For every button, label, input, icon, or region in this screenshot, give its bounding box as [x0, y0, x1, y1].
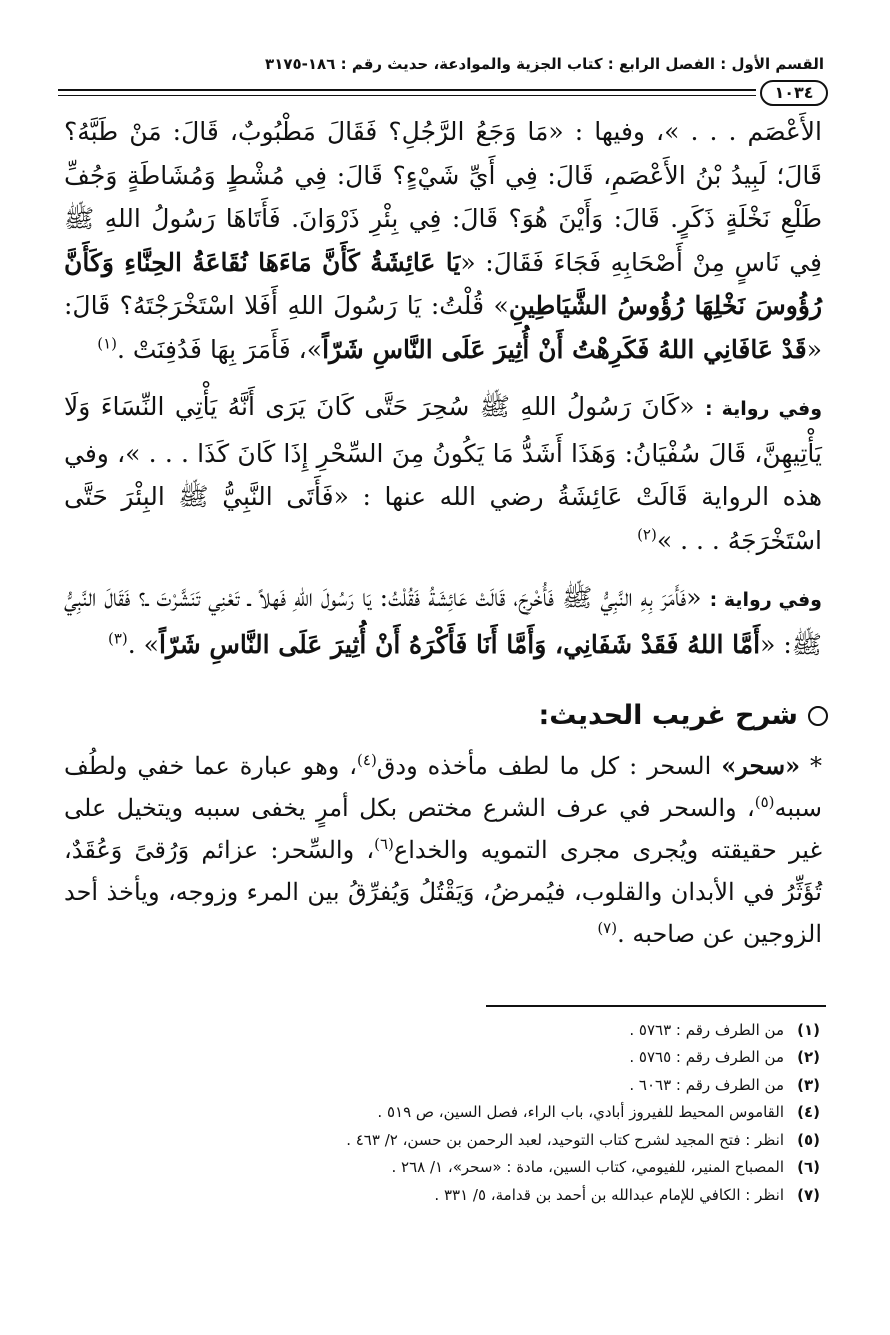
- section-heading: [58, 700, 828, 731]
- footnote-item: [58, 1044, 820, 1072]
- header-rule: [58, 80, 828, 110]
- footnote-number: (٢): [797, 1048, 820, 1066]
- footnote-item: [58, 1072, 820, 1100]
- footnote-number: (٣): [797, 1075, 820, 1094]
- hadith-quote-bold: يَا عَائِشَةُ كَأَنَّ مَاءَهَا نُقَاعَةُ الحِنَّاءِ وَكَأَنَّ رُؤُوسَ نَخْلِهَا رُؤُوسُ الشَّيَاطِينِ: [64, 247, 823, 320]
- footnote-text: من الطرف رقم : ٥٧٦٥ .: [629, 1048, 784, 1066]
- hadith-quote-bold: أَمَّا اللهُ فَقَدْ شَفَانِي، وَأَمَّا أَنَا فَأَكْرَهُ أَنْ أُثِيرَ عَلَى النَّاسِ شَرّاً: [158, 629, 761, 659]
- footnote-number: (٧): [797, 1185, 820, 1204]
- hadith-text: «فَأَمَرَ بِهِ النَّبِيُّ ﷺ فَأُخْرِجَ، قَالَتْ عَائِشَةُ فَقُلْتُ: يَا رَسُولَ اللهِ فَهلاً ـ تَعْنِي تَنَشَّرْتَ ـ؟ فَقَالَ النَّبِيُّ ﷺ: «: [64, 583, 822, 659]
- book-page: [58, 52, 828, 1209]
- explanation-text: ، وهو عبارة عما خفي ولطُف سببه: [64, 752, 822, 822]
- star-bullet: *: [810, 752, 822, 780]
- footnote-item: [58, 1182, 820, 1210]
- footnote-ref: (٥): [754, 793, 775, 811]
- footnote-number: (٥): [797, 1130, 820, 1149]
- circle-bullet-icon: [808, 706, 828, 726]
- header-rule-line-thin: [58, 95, 756, 96]
- footnote-item: [58, 1017, 820, 1045]
- footnote-item: [58, 1099, 820, 1127]
- footnote-number: (٤): [797, 1103, 820, 1121]
- explanation-text: ، والسحر في عرف الشرع مختص بكل أمرٍ يخفى سببه ويتخيل على غير حقيقته ويُجرى مجرى التمويه والخداع: [64, 794, 822, 864]
- page-number-badge: ١٠٣٤: [760, 80, 828, 106]
- explanation-text: ، والسِّحر: عزائم وَرُقىً وَعُقَدٌ، تُؤَثِّرُ في الأبدان والقلوب، فيُمرضُ، وَيَقْتُلُ وَيُفرِّقُ بين المرء وزوجه، ويأخذ أحد الزوجين عن صاحبه .: [64, 836, 822, 948]
- running-header: [58, 52, 828, 76]
- footnote-ref: (٤): [357, 751, 377, 769]
- footnote-ref: (٣): [107, 629, 128, 648]
- footnote-text: من الطرف رقم : ٥٧٦٣ .: [629, 1020, 784, 1039]
- hadith-paragraph-1: [58, 110, 828, 371]
- hadith-text: »، فَأَمَرَ بِهَا فَدُفِنَتْ .: [116, 334, 323, 364]
- footnote-item: [58, 1127, 820, 1155]
- footnote-item: [58, 1154, 820, 1182]
- footnote-separator: [486, 1005, 826, 1007]
- hadith-text: » .: [127, 629, 159, 659]
- section-heading-text: شرح غريب الحديث:: [538, 700, 798, 731]
- footnote-ref: (٧): [597, 919, 618, 937]
- hadith-paragraph-3: [58, 576, 828, 666]
- footnote-text: من الطرف رقم : ٦٠٦٣ .: [629, 1075, 784, 1094]
- hadith-text: الأَعْصَم . . . »، وفيها : «مَا وَجَعُ الرَّجُلِ؟ فَقَالَ مَطْبُوبٌ، قَالَ: مَنْ طَبَّهُ؟ قَالَ؛ لَبِيدُ بْنُ الأَعْصَمِ، قَالَ: فِي أَيِّ شَيْءٍ؟ قَالَ: فِي مُشْطٍ وَمُشَاطَةٍ وَجُفِّ طَلْعِ نَخْلَةٍ ذَكَرٍ. قَالَ: وَأَيْنَ هُوَ؟ قَالَ: فِي بِئْرِ ذَرْوَانَ. فَأَتَاهَا رَسُولُ اللهِ ﷺ فِي نَاسٍ مِنْ أَصْحَابِهِ فَجَاءَ فَقَالَ: «: [64, 117, 822, 277]
- footnote-ref: (١): [97, 334, 117, 353]
- explanation-paragraph: [58, 745, 828, 955]
- glossary-term: «سحر»: [721, 751, 801, 780]
- explanation-text: السحر : كل ما لطف مأخذه ودق: [376, 752, 722, 780]
- header-rule-line: [58, 89, 756, 91]
- running-title: القسم الأول : الفصل الرابع : كتاب الجزية والموادعة، حديث رقم : ١٨٦-٣١٧٥: [265, 55, 824, 73]
- footnote-text: انظر : فتح المجيد لشرح كتاب التوحيد، لعبد الرحمن بن حسن، ٢/ ٤٦٣ .: [346, 1130, 784, 1149]
- riwaya-label: وفي رواية :: [709, 589, 822, 611]
- footnote-number: (١): [797, 1020, 820, 1039]
- footnote-ref: (٢): [637, 525, 657, 544]
- footnote-number: (٦): [797, 1158, 820, 1176]
- footnote-text: المصباح المنير، للفيومي، كتاب السين، مادة : «سحر»، ١/ ٢٦٨ .: [391, 1158, 784, 1176]
- hadith-quote-bold: قَدْ عَافَانِي اللهُ فَكَرِهْتُ أَنْ أُثِيرَ عَلَى النَّاسِ شَرّاً: [322, 334, 807, 364]
- hadith-text: » قُلْتُ: يَا رَسُولَ اللهِ أَفَلا اسْتَخْرَجْتَهُ؟ قَالَ: «: [64, 291, 822, 364]
- riwaya-label: وفي رواية :: [704, 398, 823, 420]
- footnote-text: انظر : الكافي للإمام عبدالله بن أحمد بن قدامة، ٥/ ٣٣١ .: [434, 1185, 784, 1204]
- hadith-paragraph-2: [58, 385, 828, 562]
- footnote-text: القاموس المحيط للفيروز أبادي، باب الراء، فصل السين، ص ٥١٩ .: [377, 1103, 784, 1121]
- hadith-text: «كَانَ رَسُولُ اللهِ ﷺ سُحِرَ حَتَّى كَانَ يَرَى أَنَّهُ يَأْتِي النِّسَاءَ وَلَا يَأْتِيهِنَّ، قَالَ سُفْيَانُ: وَهَذَا أَشَدُّ مَا يَكُونُ مِنَ السِّحْرِ إِذَا كَانَ كَذَا . . . »، وفي هذه الرواية قَالَتْ عَائِشَةُ رضي الله عنها : «فَأَتَى النَّبِيُّ ﷺ البِئْرَ حَتَّى اسْتَخْرَجَهُ . . . »: [64, 392, 822, 555]
- footnotes-list: [58, 1017, 828, 1210]
- footnote-ref: (٦): [374, 835, 394, 853]
